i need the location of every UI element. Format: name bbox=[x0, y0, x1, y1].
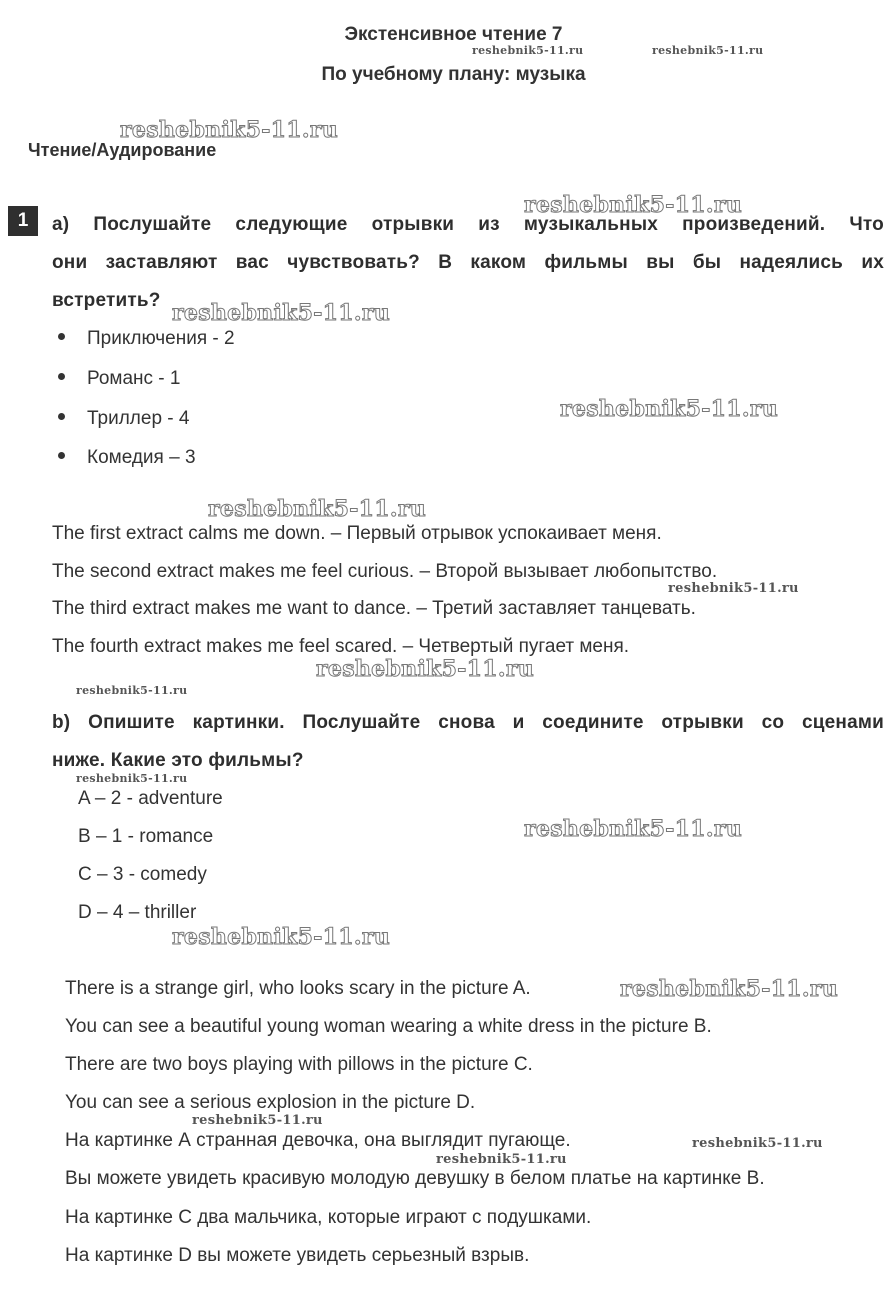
watermark: reshebnik5-11.ru bbox=[560, 396, 779, 422]
bullet-icon bbox=[58, 333, 65, 340]
match-line: A – 2 - adventure bbox=[78, 788, 223, 809]
description-line: На картинке D вы можете увидеть серьезный взрыв. bbox=[65, 1245, 530, 1266]
bullet-icon bbox=[58, 452, 65, 459]
watermark: reshebnik5-11.ru bbox=[76, 772, 188, 785]
description-line: There are two boys playing with pillows in the picture C. bbox=[65, 1054, 533, 1075]
bullet-icon bbox=[58, 373, 65, 380]
watermark: reshebnik5-11.ru bbox=[172, 924, 391, 950]
description-line: На картинке С два мальчика, которые играют с подушками. bbox=[65, 1207, 592, 1228]
match-line: D – 4 – thriller bbox=[78, 902, 197, 923]
watermark: reshebnik5-11.ru bbox=[620, 976, 839, 1002]
watermark: reshebnik5-11.ru bbox=[652, 44, 764, 57]
watermark: reshebnik5-11.ru bbox=[668, 581, 799, 596]
page-title: Экстенсивное чтение 7 bbox=[344, 24, 563, 45]
description-line: На картинке А странная девочка, она выглядит пугающе. bbox=[65, 1130, 571, 1151]
description-line: There is a strange girl, who looks scary in the picture A. bbox=[65, 978, 531, 999]
watermark: reshebnik5-11.ru bbox=[172, 300, 391, 326]
list-item-text: Романс - 1 bbox=[87, 368, 181, 389]
list-item-text: Приключения - 2 bbox=[87, 328, 235, 349]
watermark: reshebnik5-11.ru bbox=[472, 44, 584, 57]
watermark: reshebnik5-11.ru bbox=[524, 816, 743, 842]
list-item bbox=[58, 447, 196, 469]
match-line: B – 1 - romance bbox=[78, 826, 214, 847]
match-line: C – 3 - comedy bbox=[78, 864, 207, 885]
answer-line: The second extract makes me feel curious. – Второй вызывает любопытство. bbox=[52, 561, 718, 582]
question-b-line-2: ниже. Какие это фильмы? bbox=[52, 750, 304, 771]
watermark: reshebnik5-11.ru bbox=[316, 656, 535, 682]
page-subtitle: По учебному плану: музыка bbox=[321, 64, 586, 85]
answer-line: The third extract makes me want to dance. – Третий заставляет танцевать. bbox=[52, 598, 696, 619]
list-item-text: Комедия – 3 bbox=[87, 447, 196, 468]
description-line: You can see a beautiful young woman wearing a white dress in the picture B. bbox=[65, 1016, 712, 1037]
question-b-line-1: b) Опишите картинки. Послушайте снова и соедините отрывки со сценами bbox=[52, 712, 884, 733]
watermark: reshebnik5-11.ru bbox=[436, 1152, 567, 1167]
watermark: reshebnik5-11.ru bbox=[120, 117, 339, 143]
section-heading: Чтение/Аудирование bbox=[28, 140, 217, 160]
watermark: reshebnik5-11.ru bbox=[192, 1113, 323, 1128]
answer-line: The first extract calms me down. – Первый отрывок успокаивает меня. bbox=[52, 523, 662, 544]
list-item bbox=[58, 408, 189, 430]
description-line: Вы можете увидеть красивую молодую девушку в белом платье на картинке В. bbox=[65, 1168, 765, 1189]
watermark: reshebnik5-11.ru bbox=[208, 496, 427, 522]
question-a-line-2: они заставляют вас чувствовать? В каком фильмы вы бы надеялись их bbox=[52, 252, 884, 273]
answer-line: The fourth extract makes me feel scared. – Четвертый пугает меня. bbox=[52, 636, 630, 657]
question-a-line-3: встретить? bbox=[52, 290, 161, 311]
list-item bbox=[58, 328, 235, 350]
watermark: reshebnik5-11.ru bbox=[524, 192, 743, 218]
bullet-icon bbox=[58, 413, 65, 420]
watermark: reshebnik5-11.ru bbox=[76, 684, 188, 697]
list-item bbox=[58, 368, 180, 390]
watermark: reshebnik5-11.ru bbox=[692, 1136, 823, 1151]
description-line: You can see a serious explosion in the picture D. bbox=[65, 1092, 476, 1113]
question-a-line-1: a) Послушайте следующие отрывки из музыкальных произведений. Что bbox=[52, 214, 884, 235]
list-item-text: Триллер - 4 bbox=[87, 408, 190, 429]
exercise-number-badge: 1 bbox=[8, 206, 38, 236]
